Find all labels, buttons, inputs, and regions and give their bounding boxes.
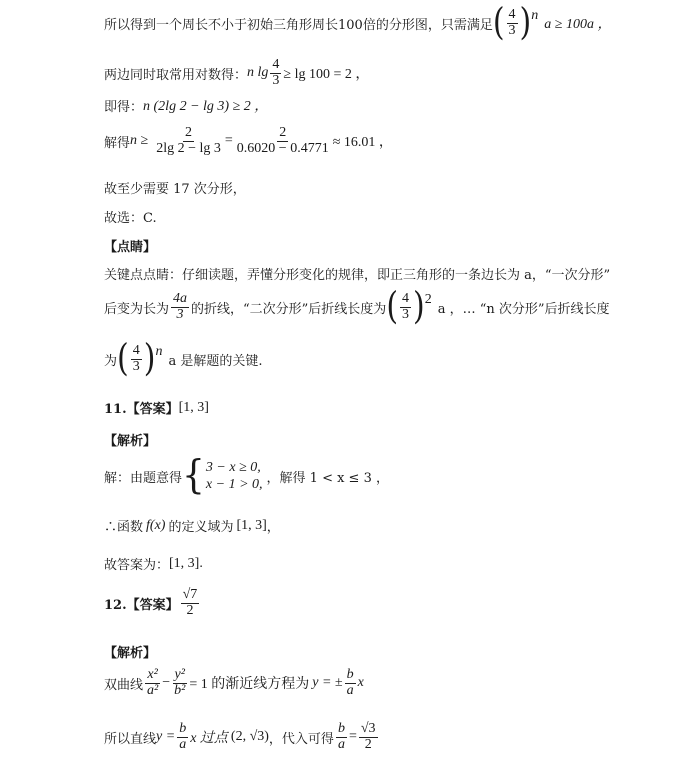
- line-1-tail: a ≥ 100a ，: [544, 17, 612, 33]
- line-3: 即得： n (2lg 2 − lg 3) ≥ 2 ，: [104, 99, 269, 115]
- line-1: 所以得到一个周长不小于初始三角形周长100倍的分形图，只需满足 ( $\frac{4}{3}$ ) n a ≥ 100a ，: [104, 0, 612, 45]
- section-heading-jiexi-11: 【解析】: [104, 434, 157, 449]
- line-4: 解得 n ≥ $\frac{2}{2\lg 2 - \lg 3}$ = $\frac{2}{0.6020 - 0.4771}$ ≈ 16.01 ，: [104, 125, 393, 156]
- line-2: 两边同时取常用对数得： n lg $\frac{4}{3}$ ≥ lg 100 = 2 ，: [104, 57, 370, 88]
- line-13: 解：由题意得 { 3 − x ≥ 0, x − 1 > 0, ，解得 1 < x ≤ 3 ，: [104, 452, 389, 498]
- section-heading-dianjing: 【点睛】: [104, 240, 157, 255]
- line-5: 故至少需要 17 次分形，: [104, 182, 246, 197]
- line-10: 为 ( $\frac{4}{3}$ ) n a 是解题的关键.: [104, 336, 263, 381]
- answer-11: 11.【答案】 [1, 3]: [104, 399, 209, 417]
- answer-12: 12.【答案】 $\frac{√7}{2}$: [104, 587, 198, 618]
- line-14: ∴函数 f(x) 的定义域为 [1, 3] ，: [104, 517, 280, 535]
- section-heading-jiexi-12: 【解析】: [104, 646, 157, 661]
- line-9: 后变为长为 $\frac{4a}{3}$ 的折线，“二次分形”后折线长度为 ( $\frac{4}{3}$ ) 2 a ，… “n 次分形”后折线长度: [104, 284, 610, 329]
- line-6: 故选：C.: [104, 211, 157, 226]
- line-8: 关键点点睛：仔细读题，弄懂分形变化的规律，即正三角形的一条边长为 a，“一次分形”: [104, 268, 611, 283]
- line-18: 双曲线 $\frac{\text{x²}}{\text{a²}}$ − $\frac{\text{y²}}{\text{b²}}$ = 1 的渐近线方程为 y = ± $\frac{b}{a}$ x: [104, 667, 364, 698]
- line-19: 所以直线 y = $\frac{b}{a}$ x 过点 (2, √3) ，代入可得 $\frac{b}{a}$ = $\frac{√3}{2}$: [104, 721, 376, 752]
- line-15: 故答案为： [1, 3].: [104, 555, 203, 573]
- line-1-text: 所以得到一个周长不小于初始三角形周长100倍的分形图，只需满足: [104, 17, 493, 33]
